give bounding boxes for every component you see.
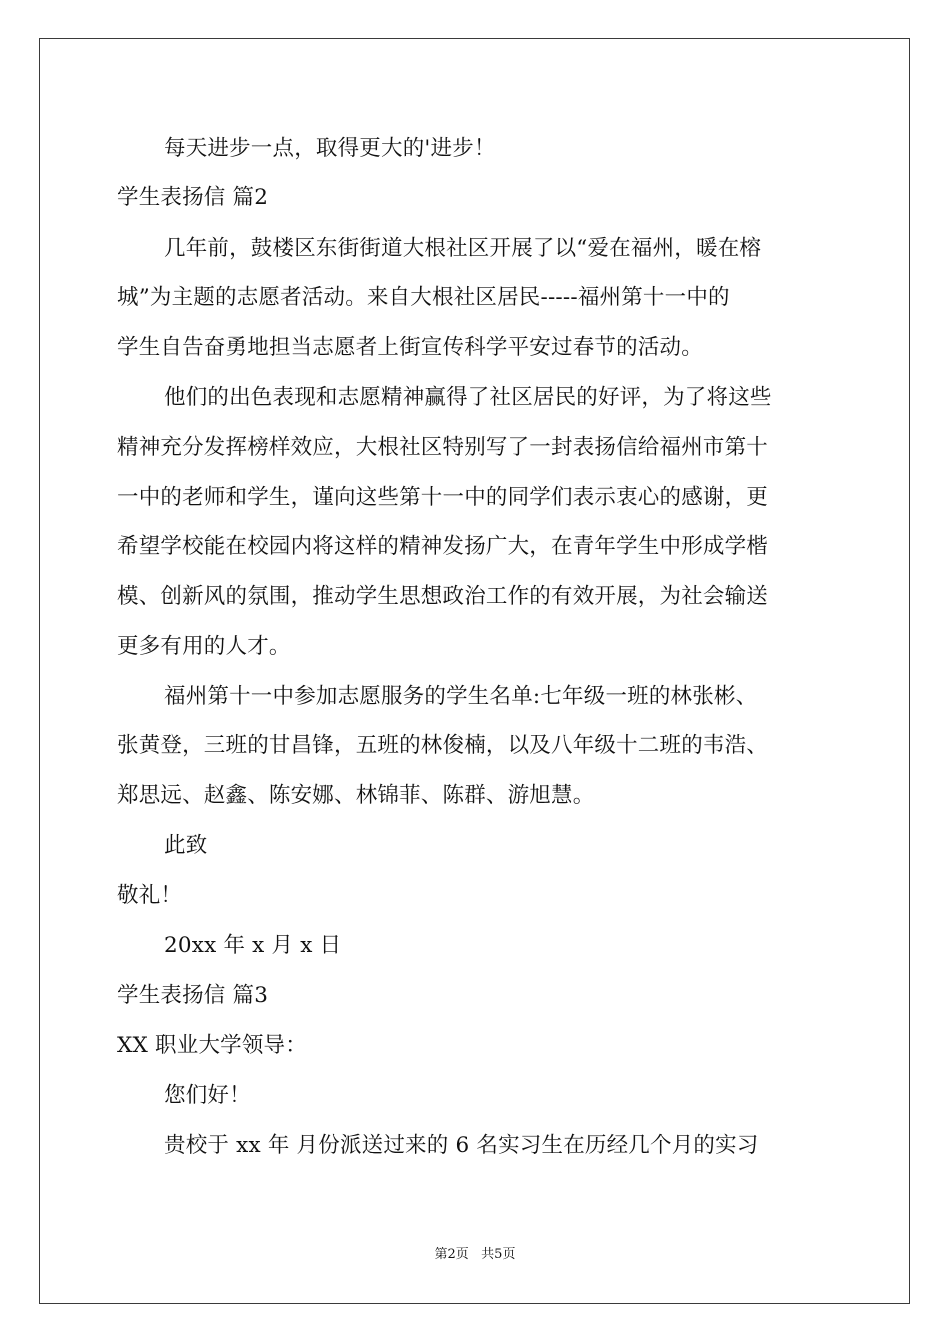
section-heading-2: 学生表扬信 篇2 <box>117 185 269 210</box>
paragraph-line: 郑思远、赵鑫、陈安娜、林锦菲、陈群、游旭慧。 <box>117 783 595 808</box>
paragraph-line: 更多有用的人才。 <box>117 634 291 659</box>
paragraph-line: 希望学校能在校园内将这样的精神发扬广大，在青年学生中形成学楷 <box>117 534 769 559</box>
paragraph-line: 福州第十一中参加志愿服务的学生名单:七年级一班的林张彬、 <box>164 684 758 709</box>
salutation-line: 此致 <box>164 833 208 858</box>
section-heading-3: 学生表扬信 篇3 <box>117 983 269 1008</box>
text-line-closing-motto: 每天进步一点，取得更大的'进步！ <box>164 136 496 161</box>
paragraph-line: 精神充分发挥榜样效应，大根社区特别写了一封表扬信给福州市第十 <box>117 435 769 460</box>
paragraph-line: 张黄登，三班的甘昌锋，五班的林俊楠，以及八年级十二班的韦浩、 <box>117 733 769 758</box>
paragraph-line: 贵校于 xx 年 月份派送过来的 6 名实习生在历经几个月的实习 <box>164 1133 759 1158</box>
page-number-footer: 第2页 共5页 <box>434 1247 516 1262</box>
paragraph-line: 学生自告奋勇地担当志愿者上街宣传科学平安过春节的活动。 <box>117 335 703 360</box>
salutation-line: 敬礼！ <box>117 883 183 908</box>
greeting-line: 您们好！ <box>164 1083 251 1108</box>
addressee-line: XX 职业大学领导： <box>117 1033 307 1058</box>
paragraph-line: 城”为主题的志愿者活动。来自大根社区居民-----福州第十一中的 <box>117 285 730 310</box>
paragraph-line: 模、创新风的氛围，推动学生思想政治工作的有效开展，为社会输送 <box>117 584 769 609</box>
page-border <box>39 38 910 1304</box>
paragraph-line: 几年前，鼓楼区东街街道大根社区开展了以“爱在福州，暖在榕 <box>164 236 762 261</box>
paragraph-line: 他们的出色表现和志愿精神赢得了社区居民的好评，为了将这些 <box>164 385 772 410</box>
paragraph-line: 一中的老师和学生，谨向这些第十一中的同学们表示衷心的感谢，更 <box>117 485 769 510</box>
date-line: 20xx 年 x 月 x 日 <box>164 933 342 958</box>
